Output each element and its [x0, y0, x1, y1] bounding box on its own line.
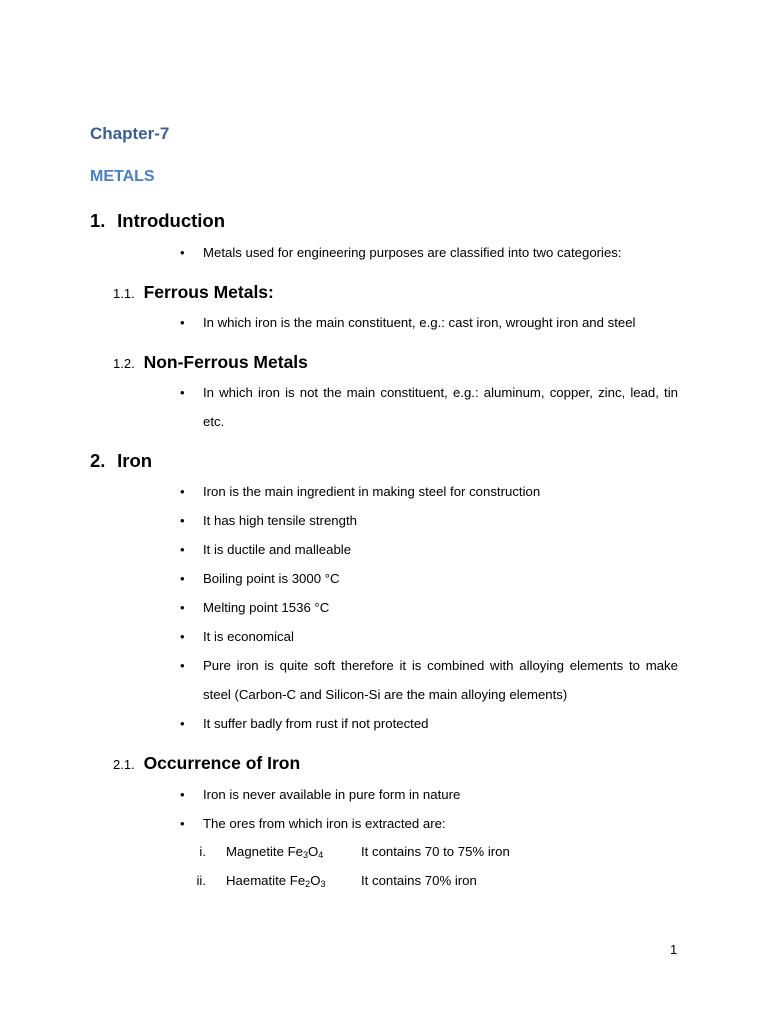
bullet-icon: • — [180, 315, 185, 330]
list-item-text: Metals used for engineering purposes are classified into two categories: — [203, 245, 622, 260]
bullet-icon: • — [180, 484, 185, 499]
chapter-label: Chapter-7 — [90, 124, 170, 143]
bullet-icon: • — [180, 600, 185, 615]
heading-text: Iron — [117, 450, 153, 471]
list-item — [180, 308, 678, 337]
bullet-icon: • — [180, 787, 185, 802]
ore-name: Magnetite $Fe_3O_4$ — [226, 844, 324, 860]
bullet-icon: • — [180, 542, 185, 557]
list-item — [180, 238, 678, 267]
heading-text: Ferrous Metals: — [143, 282, 274, 302]
heading-text: Non-Ferrous Metals — [143, 352, 308, 372]
list-item — [180, 780, 678, 809]
bullet-icon: • — [180, 245, 185, 260]
list-item-text: It is ductile and malleable — [203, 542, 352, 557]
list-item — [180, 535, 678, 564]
heading-number: 2. — [90, 450, 106, 471]
list-item-text: It suffer badly from rust if not protected — [203, 716, 429, 731]
roman-numeral: i. — [199, 844, 206, 859]
ore-name: Haematite $Fe_2O_3$ — [226, 873, 326, 889]
bullet-icon: • — [180, 658, 185, 673]
list-item-text: In which iron is not the main constituent, e.g.: aluminum, copper, zinc, lead, tin etc. — [203, 385, 678, 429]
bullet-icon: • — [180, 571, 185, 586]
page-number: 1 — [670, 942, 678, 957]
heading-text: Introduction — [117, 210, 226, 231]
list-item — [180, 622, 678, 651]
list-item-text: The ores from which iron is extracted are: — [203, 816, 446, 831]
ore-description: It contains 70% iron — [361, 873, 477, 888]
bullet-icon: • — [180, 385, 185, 400]
list-item-text: It has high tensile strength — [203, 513, 357, 528]
list-item — [180, 477, 678, 506]
list-item-text: Iron is the main ingredient in making steel for construction — [203, 484, 541, 499]
list-item-text: Pure iron is quite soft therefore it is combined with alloying elements to make steel (Carbon-C and Silicon-Si are the main alloying elements) — [203, 658, 678, 702]
ore-description: It contains 70 to 75% iron — [361, 844, 510, 859]
list-item-text: Melting point 1536 °C — [203, 600, 330, 615]
heading-ferrous-metals — [113, 282, 274, 303]
document-title: METALS — [90, 168, 155, 185]
list-item — [180, 593, 678, 622]
heading-introduction — [90, 210, 225, 232]
list-item — [180, 709, 678, 738]
bullet-icon: • — [180, 629, 185, 644]
heading-number: 1. — [90, 210, 106, 231]
bullet-icon: • — [180, 816, 185, 831]
list-item — [180, 651, 678, 709]
heading-text: Occurrence of Iron — [143, 753, 301, 773]
list-item — [180, 809, 678, 838]
list-item-text: Boiling point is 3000 °C — [203, 571, 340, 586]
list-item-text: Iron is never available in pure form in nature — [203, 787, 461, 802]
list-item — [180, 506, 678, 535]
heading-occurrence-of-iron — [113, 753, 300, 774]
heading-number: 1.2. — [113, 356, 135, 371]
roman-numeral: ii. — [196, 873, 206, 888]
bullet-icon: • — [180, 513, 185, 528]
list-item — [180, 378, 678, 436]
list-item-text: In which iron is the main constituent, e.g.: cast iron, wrought iron and steel — [203, 315, 636, 330]
heading-non-ferrous-metals — [113, 352, 308, 373]
list-item — [180, 564, 678, 593]
heading-number: 2.1. — [113, 757, 135, 772]
bullet-icon: • — [180, 716, 185, 731]
list-item-text: It is economical — [203, 629, 294, 644]
heading-number: 1.1. — [113, 286, 135, 301]
heading-iron — [90, 450, 152, 472]
